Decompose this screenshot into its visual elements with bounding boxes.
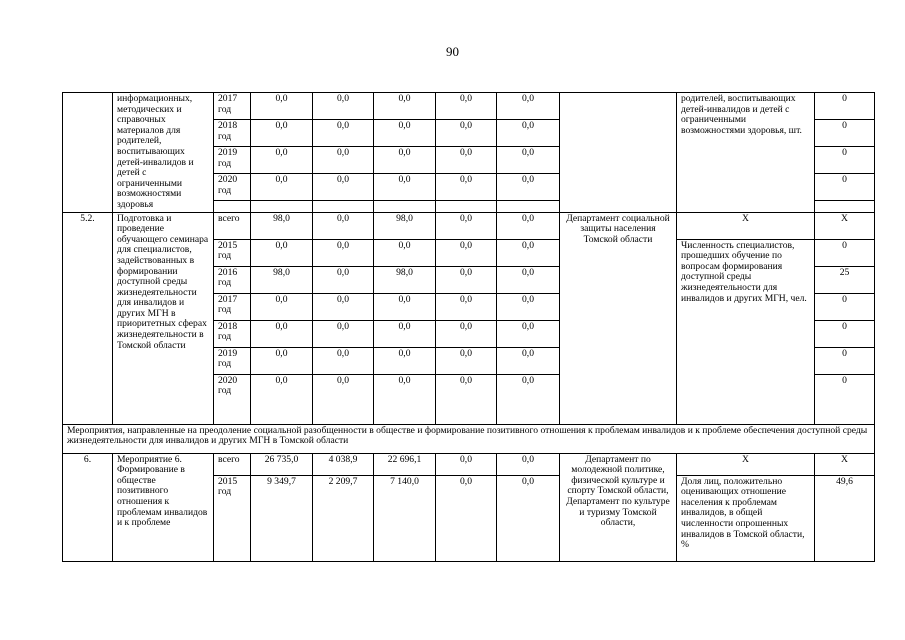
value-cell: 0,0 <box>313 120 374 147</box>
row-number-cell <box>63 93 113 213</box>
value-cell: 0,0 <box>313 147 374 174</box>
value-cell: 0,0 <box>497 293 560 320</box>
year-cell: 2017 год <box>214 293 251 320</box>
value-cell: 98,0 <box>251 266 313 293</box>
value-cell: 0,0 <box>313 174 374 201</box>
activity-name-cell: Мероприятие 6. Формирование в обществе позитивного отношения к проблемам инвалидов и к проблеме <box>113 453 214 561</box>
value-cell: 0,0 <box>251 347 313 374</box>
value-cell: 0,0 <box>374 293 436 320</box>
value-cell: 0,0 <box>436 293 497 320</box>
indicator-value-cell: 0 <box>815 93 875 120</box>
year-cell: 2018 год <box>214 320 251 347</box>
value-cell: 0,0 <box>374 147 436 174</box>
table-row <box>63 453 875 475</box>
value-cell: 0,0 <box>374 374 436 424</box>
value-cell: 22 696,1 <box>374 453 436 475</box>
value-cell: 0,0 <box>497 453 560 475</box>
empty-cell <box>313 201 374 212</box>
empty-cell <box>374 201 436 212</box>
page-number: 90 <box>446 44 459 59</box>
year-cell: 2018 год <box>214 120 251 147</box>
value-cell: 0,0 <box>251 320 313 347</box>
section-heading: Мероприятия, направленные на преодоление социальной разобщенности в обществе и формирование позитивного отношения к проблемам инвалидов и к проблеме обеспечения доступной среды жизнедеятельности для инвалидов и других МГН в Томской области <box>63 424 875 453</box>
indicator-value-cell: 0 <box>815 293 875 320</box>
value-cell: 0,0 <box>497 212 560 239</box>
empty-cell <box>251 201 313 212</box>
value-cell: 0,0 <box>313 347 374 374</box>
value-cell: 0,0 <box>313 374 374 424</box>
year-cell: 2019 год <box>214 347 251 374</box>
value-cell: 0,0 <box>251 120 313 147</box>
value-cell: 0,0 <box>497 147 560 174</box>
value-cell: 0,0 <box>374 347 436 374</box>
year-cell: 2015 год <box>214 239 251 266</box>
value-cell: 0,0 <box>374 93 436 120</box>
value-cell: 0,0 <box>374 174 436 201</box>
value-cell: 26 735,0 <box>251 453 313 475</box>
value-cell: 0,0 <box>313 93 374 120</box>
value-cell: 0,0 <box>436 347 497 374</box>
indicator-value-cell: 0 <box>815 120 875 147</box>
value-cell: 0,0 <box>313 266 374 293</box>
empty-cell <box>497 201 560 212</box>
value-cell: 0,0 <box>374 320 436 347</box>
value-cell: 0,0 <box>497 120 560 147</box>
indicator-value-cell: Х <box>815 453 875 475</box>
executor-cell: Департамент по молодежной политике, физической культуре и спорту Томской области, Департамент по культуре и туризму Томской области, <box>560 453 677 561</box>
value-cell: 0,0 <box>374 239 436 266</box>
indicator-value-cell: 0 <box>815 239 875 266</box>
value-cell: 0,0 <box>497 347 560 374</box>
year-cell: 2019 год <box>214 147 251 174</box>
value-cell: 9 349,7 <box>251 475 313 561</box>
row-number-cell: 6. <box>63 453 113 561</box>
executor-cell: Департамент социальной защиты населения Томской области <box>560 212 677 424</box>
value-cell: 0,0 <box>497 174 560 201</box>
value-cell: 0,0 <box>497 475 560 561</box>
indicator-value-cell: 25 <box>815 266 875 293</box>
indicator-name-cell: Доля лиц, положительно оценивающих отношение населения к проблемам инвалидов, в общей численности опрошенных инвалидов в Томской области, % <box>677 475 815 561</box>
value-cell: 0,0 <box>436 374 497 424</box>
empty-cell <box>214 201 251 212</box>
value-cell: 98,0 <box>251 212 313 239</box>
value-cell: 0,0 <box>497 320 560 347</box>
year-cell: 2015 год <box>214 475 251 561</box>
value-cell: 98,0 <box>374 266 436 293</box>
indicator-name-cell: Численность специалистов, прошедших обучение по вопросам формирования доступной среды жизнедеятельности для инвалидов и других МГН, чел. <box>677 239 815 424</box>
value-cell: 0,0 <box>251 93 313 120</box>
value-cell: 0,0 <box>497 93 560 120</box>
indicator-value-cell: 0 <box>815 147 875 174</box>
indicator-value-cell: 49,6 <box>815 475 875 561</box>
value-cell: 0,0 <box>313 293 374 320</box>
indicator-value-cell: 0 <box>815 174 875 201</box>
value-cell: 0,0 <box>313 320 374 347</box>
executor-cell <box>560 93 677 213</box>
indicator-value-cell: 0 <box>815 320 875 347</box>
year-cell: 2016 год <box>214 266 251 293</box>
program-table <box>62 92 875 562</box>
value-cell: 0,0 <box>497 239 560 266</box>
value-cell: 0,0 <box>251 293 313 320</box>
activity-name-cell: информационных, методических и справочных материалов для родителей, воспитывающих детей-инвалидов и детей с ограниченными возможностями здоровья <box>113 93 214 213</box>
year-cell: 2017 год <box>214 93 251 120</box>
table-row <box>63 212 875 239</box>
value-cell: 0,0 <box>436 93 497 120</box>
year-cell: 2020 год <box>214 174 251 201</box>
value-cell: 2 209,7 <box>313 475 374 561</box>
value-cell: 0,0 <box>436 239 497 266</box>
indicator-value-cell: Х <box>815 212 875 239</box>
indicator-value-cell: 0 <box>815 374 875 424</box>
value-cell: 0,0 <box>251 174 313 201</box>
value-cell: 0,0 <box>251 147 313 174</box>
table-row <box>63 424 875 453</box>
year-cell: всего <box>214 212 251 239</box>
value-cell: 0,0 <box>436 147 497 174</box>
value-cell: 0,0 <box>436 266 497 293</box>
year-cell: всего <box>214 453 251 475</box>
value-cell: 0,0 <box>436 453 497 475</box>
indicator-value-cell: 0 <box>815 347 875 374</box>
empty-cell <box>815 201 875 212</box>
table-row <box>63 93 875 120</box>
row-number-cell: 5.2. <box>63 212 113 424</box>
value-cell: 4 038,9 <box>313 453 374 475</box>
value-cell: 0,0 <box>436 174 497 201</box>
value-cell: 0,0 <box>436 120 497 147</box>
value-cell: 0,0 <box>313 239 374 266</box>
value-cell: 0,0 <box>436 475 497 561</box>
indicator-name-cell: родителей, воспитывающих детей-инвалидов и детей с ограниченными возможностями здоровья, шт. <box>677 93 815 213</box>
empty-cell <box>436 201 497 212</box>
value-cell: 0,0 <box>374 120 436 147</box>
activity-name-cell: Подготовка и проведение обучающего семинара для специалистов, задействованных в формировании доступной среды жизнедеятельности для инвалидов и других МГН в приоритетных сферах жизнедеятельности в Томской области <box>113 212 214 424</box>
value-cell: 0,0 <box>313 212 374 239</box>
indicator-name-cell: Х <box>677 453 815 475</box>
value-cell: 98,0 <box>374 212 436 239</box>
value-cell: 0,0 <box>436 320 497 347</box>
value-cell: 0,0 <box>497 266 560 293</box>
value-cell: 0,0 <box>251 239 313 266</box>
indicator-name-cell: Х <box>677 212 815 239</box>
value-cell: 7 140,0 <box>374 475 436 561</box>
value-cell: 0,0 <box>497 374 560 424</box>
year-cell: 2020 год <box>214 374 251 424</box>
value-cell: 0,0 <box>436 212 497 239</box>
value-cell: 0,0 <box>251 374 313 424</box>
